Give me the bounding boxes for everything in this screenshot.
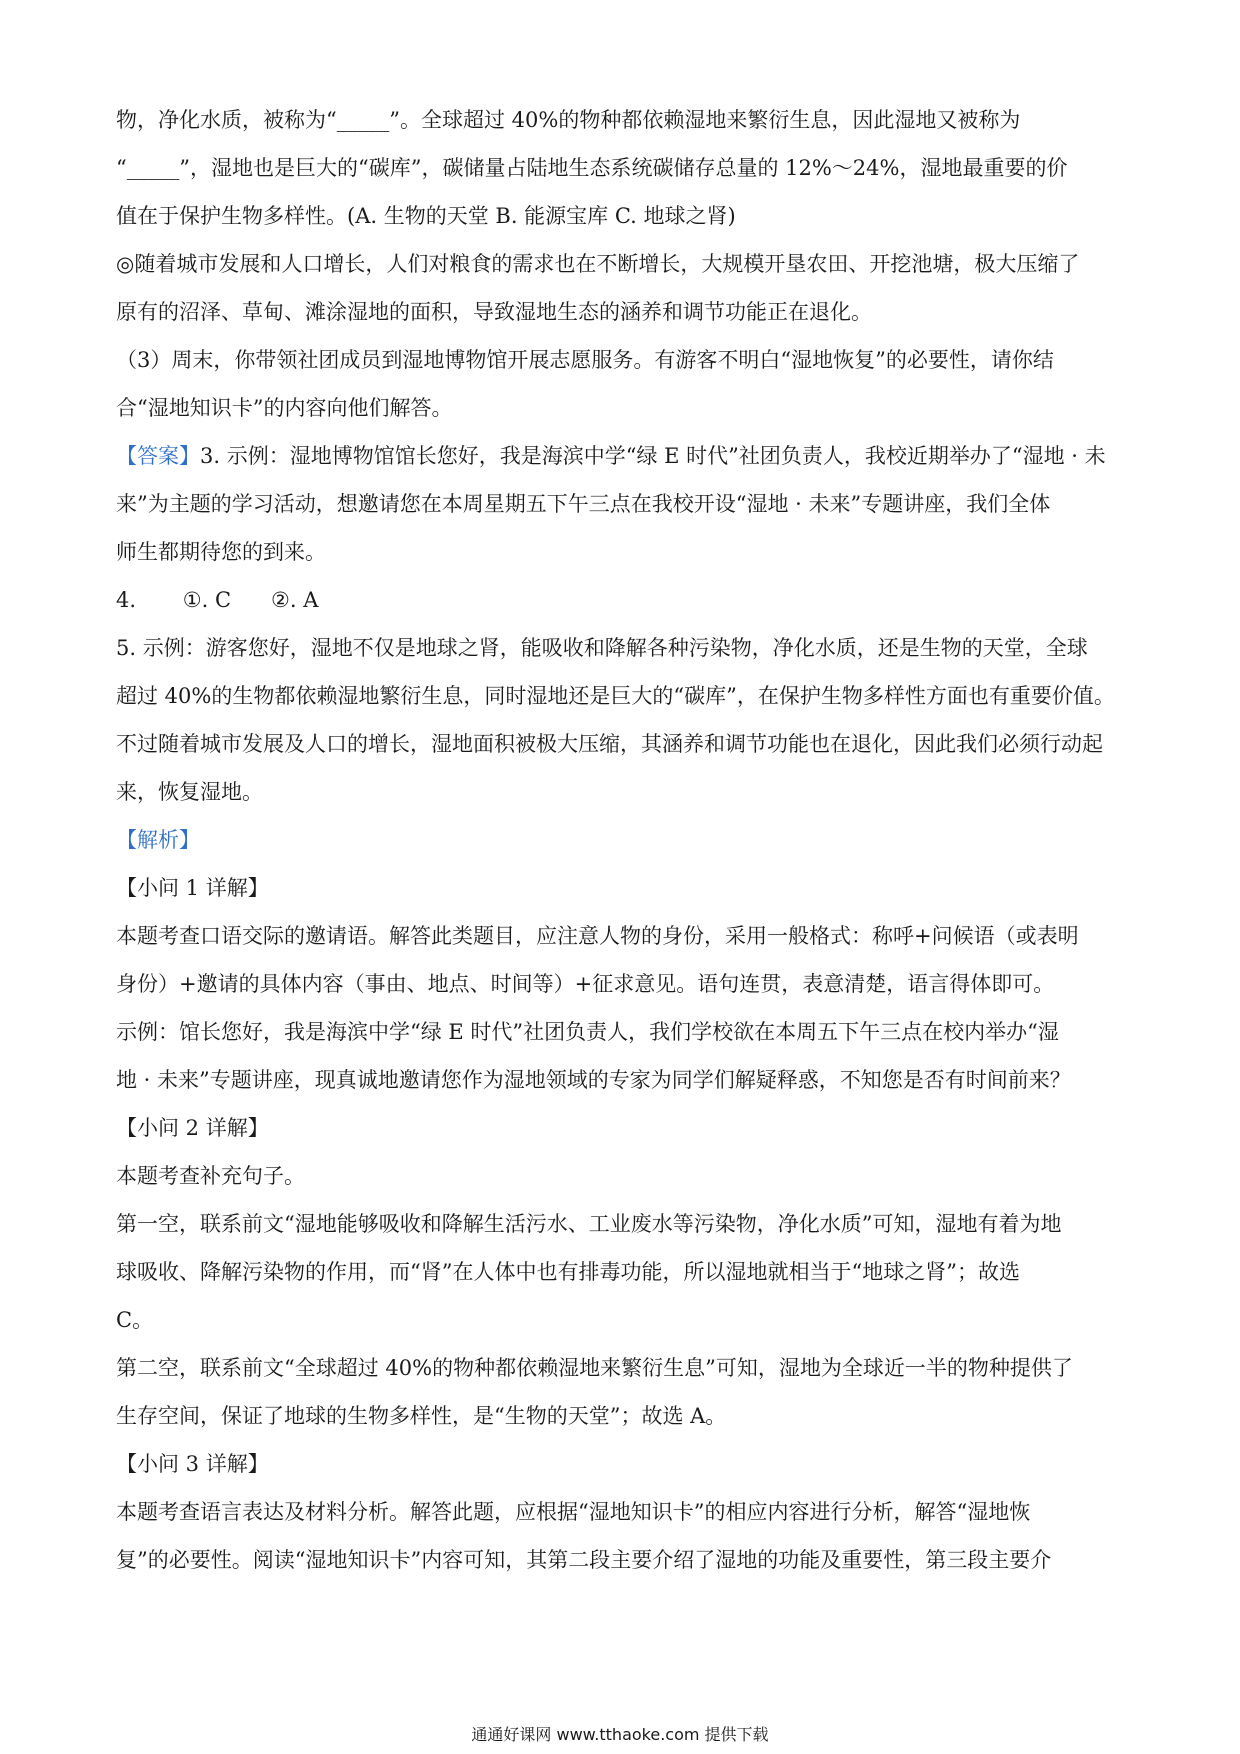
- text-line: [116, 240, 1128, 288]
- text-line: [116, 768, 1128, 816]
- line-text: （3）周末，你带领社团成员到湿地博物馆开展志愿服务。有游客不明白“湿地恢复”的必要性，请你结: [116, 348, 1054, 372]
- line-text: 本题考查补充句子。: [116, 1164, 305, 1188]
- line-text: ◎随着城市发展和人口增长，人们对粮食的需求也在不断增长，大规模开垦农田、开挖池塘，极大压缩了: [116, 252, 1080, 276]
- line-text: 物，净化水质，被称为“_____”。全球超过 40%的物种都依赖湿地来繁衍生息，因此湿地又被称为: [116, 108, 1021, 132]
- line-text: 值在于保护生物多样性。(A. 生物的天堂 B. 能源宝库 C. 地球之肾): [116, 204, 736, 228]
- text-line: [116, 480, 1128, 528]
- line-text: 身份）+邀请的具体内容（事由、地点、时间等）+征求意见。语句连贯，表意清楚，语言得体即可。: [116, 972, 1055, 996]
- line-text: 4. ①. C ②. A: [116, 588, 319, 612]
- text-line: [116, 528, 1128, 576]
- question-3: [116, 336, 1128, 384]
- line-text: 生存空间，保证了地球的生物多样性，是“生物的天堂”；故选 A。: [116, 1404, 727, 1428]
- answer-5: [116, 624, 1128, 672]
- line-text: 【小问 2 详解】: [116, 1116, 269, 1140]
- text-line: [116, 672, 1128, 720]
- subquestion-heading: [116, 1440, 1128, 1488]
- text-line: [116, 1536, 1128, 1584]
- text-line: [116, 960, 1128, 1008]
- line-text: 【小问 1 详解】: [116, 876, 269, 900]
- text-line: [116, 1296, 1128, 1344]
- line-text: 第二空，联系前文“全球超过 40%的物种都依赖湿地来繁衍生息”可知，湿地为全球近一半的物种提供了: [116, 1356, 1073, 1380]
- text-line: [116, 144, 1128, 192]
- line-text: 不过随着城市发展及人口的增长，湿地面积被极大压缩，其涵养和调节功能也在退化，因此我们必须行动起: [116, 732, 1103, 756]
- text-line: [116, 96, 1128, 144]
- document-body: [116, 96, 1128, 1584]
- text-line: [116, 912, 1128, 960]
- line-text: 本题考查口语交际的邀请语。解答此类题目，应注意人物的身份，采用一般格式：称呼+问候语（或表明: [116, 924, 1079, 948]
- line-text: 球吸收、降解污染物的作用，而“肾”在人体中也有排毒功能，所以湿地就相当于“地球之肾”；故选: [116, 1260, 1020, 1284]
- line-text: 地 · 未来”专题讲座，现真诚地邀请您作为湿地领域的专家为同学们解疑释惑，不知您是否有时间前来？: [116, 1068, 1071, 1092]
- answer-4: [116, 576, 1128, 624]
- line-text: 合“湿地知识卡”的内容向他们解答。: [116, 396, 453, 420]
- line-text: 超过 40%的生物都依赖湿地繁衍生息，同时湿地还是巨大的“碳库”，在保护生物多样性方面也有重要价值。: [116, 684, 1115, 708]
- analysis-tag: 【解析】: [116, 828, 200, 852]
- line-text: 3. 示例：湿地博物馆馆长您好，我是海滨中学“绿 E 时代”社团负责人，我校近期举办了“湿地 · 未: [200, 444, 1106, 468]
- line-text: 复”的必要性。阅读“湿地知识卡”内容可知，其第二段主要介绍了湿地的功能及重要性，第三段主要介: [116, 1548, 1052, 1572]
- line-text: 【小问 3 详解】: [116, 1452, 269, 1476]
- text-line: [116, 1392, 1128, 1440]
- text-line: [116, 1344, 1128, 1392]
- answer-tag: 【答案】: [116, 444, 200, 468]
- line-text: 师生都期待您的到来。: [116, 540, 326, 564]
- line-text: 5. 示例：游客您好，湿地不仅是地球之肾，能吸收和降解各种污染物，净化水质，还是生物的天堂，全球: [116, 636, 1088, 660]
- text-line: [116, 192, 1128, 240]
- text-line: [116, 384, 1128, 432]
- subquestion-heading: [116, 1104, 1128, 1152]
- text-line: [116, 1248, 1128, 1296]
- text-line: [116, 288, 1128, 336]
- line-text: 第一空，联系前文“湿地能够吸收和降解生活污水、工业废水等污染物，净化水质”可知，湿地有着为地: [116, 1212, 1062, 1236]
- text-line: [116, 1008, 1128, 1056]
- answer-line: [116, 432, 1128, 480]
- line-text: C。: [116, 1308, 154, 1332]
- subquestion-heading: [116, 864, 1128, 912]
- line-text: 来”为主题的学习活动，想邀请您在本周星期五下午三点在我校开设“湿地 · 未来”专题讲座，我们全体: [116, 492, 1051, 516]
- line-text: 原有的沼泽、草甸、滩涂湿地的面积，导致湿地生态的涵养和调节功能正在退化。: [116, 300, 872, 324]
- text-line: [116, 1200, 1128, 1248]
- text-line: [116, 720, 1128, 768]
- line-text: 来，恢复湿地。: [116, 780, 263, 804]
- line-text: 本题考查语言表达及材料分析。解答此题，应根据“湿地知识卡”的相应内容进行分析，解答“湿地恢: [116, 1500, 1031, 1524]
- line-text: 示例：馆长您好，我是海滨中学“绿 E 时代”社团负责人，我们学校欲在本周五下午三点在校内举办“湿: [116, 1020, 1059, 1044]
- text-line: [116, 1056, 1128, 1104]
- line-text: “_____”，湿地也是巨大的“碳库”，碳储量占陆地生态系统碳储存总量的 12%～24%，湿地最重要的价: [116, 156, 1068, 180]
- text-line: [116, 1488, 1128, 1536]
- page-footer: 通通好课网 www.tthaoke.com 提供下载: [471, 1725, 769, 1744]
- analysis-line: [116, 816, 1128, 864]
- text-line: [116, 1152, 1128, 1200]
